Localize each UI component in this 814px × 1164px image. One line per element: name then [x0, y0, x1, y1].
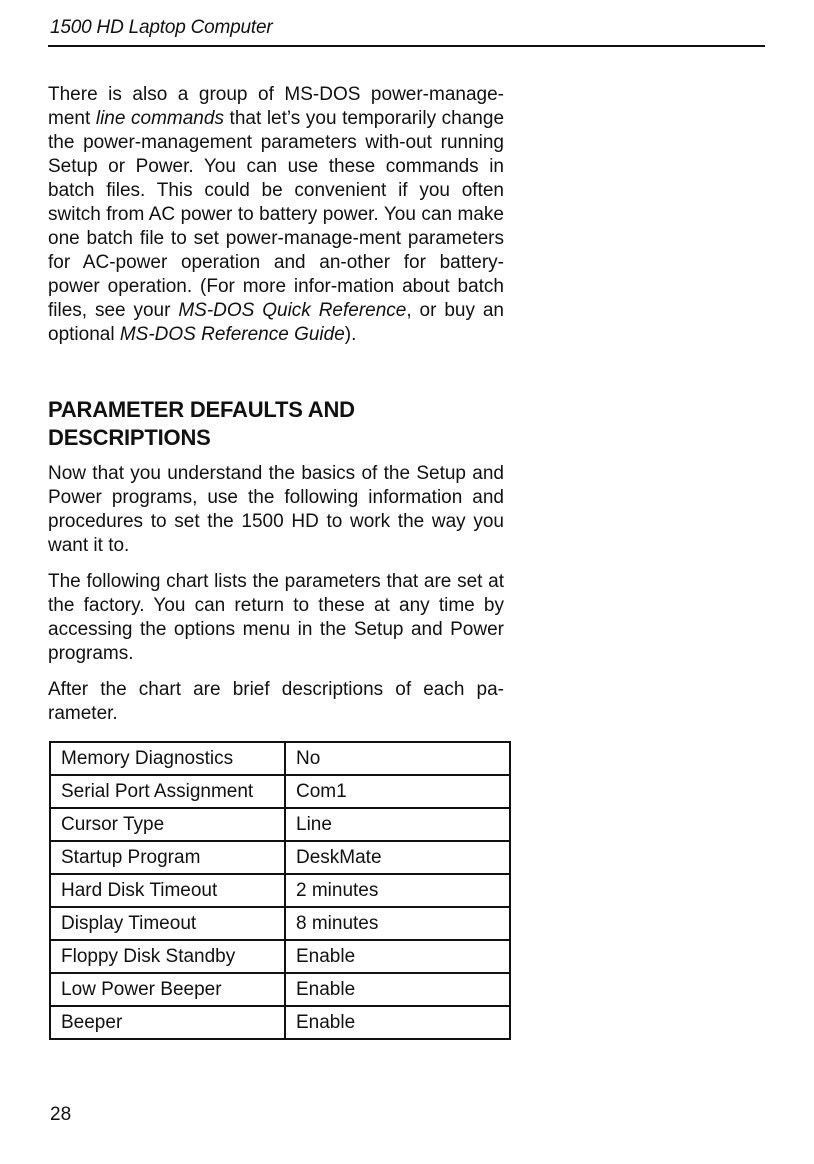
table-row — [50, 742, 510, 775]
section-paragraph-2: The following chart lists the parameters that are set at the factory. You can return to these at any time by accessing the options menu in the Setup and Power programs. — [48, 571, 504, 664]
table-row — [50, 940, 510, 973]
parameter-defaults-table — [49, 741, 511, 1040]
table-row — [50, 1006, 510, 1039]
table-row — [50, 874, 510, 907]
header-divider — [48, 45, 765, 47]
section-paragraph-3: After the chart are brief descriptions of each pa-rameter. — [48, 679, 504, 724]
intro-text-2: that let’s you temporarily change the power-management parameters with-out running Setup or Power. You can use these commands in batch files. This could be convenient if you often switch from AC power to battery power. You can make one batch file to set power-manage-ment parameters for AC-power operation and an-other for battery-power operation. (For more infor-mation about batch files, see your — [48, 108, 505, 321]
intro-emphasis-reference-guide: MS-DOS Reference Guide — [119, 324, 345, 345]
parameter-name-cell: Cursor Type — [50, 808, 285, 841]
parameter-value-cell: 8 minutes — [285, 907, 510, 940]
parameter-value-cell: 2 minutes — [285, 874, 510, 907]
intro-paragraph — [48, 83, 504, 347]
intro-text-4: ). — [344, 324, 357, 345]
parameter-name-cell: Floppy Disk Standby — [50, 940, 285, 973]
intro-emphasis-quick-reference: MS-DOS Quick Reference — [178, 300, 407, 321]
table-row — [50, 775, 510, 808]
section-heading: PARAMETER DEFAULTS AND DESCRIPTIONS — [48, 397, 355, 450]
parameter-name-cell: Memory Diagnostics — [50, 742, 285, 775]
parameter-value-cell: Com1 — [285, 775, 510, 808]
parameter-name-cell: Low Power Beeper — [50, 973, 285, 1006]
intro-emphasis-line-commands: line commands — [95, 108, 224, 129]
parameter-value-cell: No — [285, 742, 510, 775]
parameter-value-cell: Enable — [285, 940, 510, 973]
parameter-name-cell: Display Timeout — [50, 907, 285, 940]
intro-text-3: , or buy an optional — [48, 300, 504, 345]
section-paragraph-1: Now that you understand the basics of the Setup and Power programs, use the following information and procedures to set the 1500 HD to work the way you want it to. — [48, 463, 504, 556]
table-row — [50, 907, 510, 940]
parameter-name-cell: Serial Port Assignment — [50, 775, 285, 808]
parameter-value-cell: Enable — [285, 1006, 510, 1039]
parameter-value-cell: Line — [285, 808, 510, 841]
parameter-value-cell: Enable — [285, 973, 510, 1006]
parameter-name-cell: Beeper — [50, 1006, 285, 1039]
table-row — [50, 841, 510, 874]
parameter-name-cell: Startup Program — [50, 841, 285, 874]
parameter-name-cell: Hard Disk Timeout — [50, 874, 285, 907]
page-number: 28 — [50, 1104, 72, 1125]
intro-text-1: There is also a group of MS-DOS power-manage-ment — [48, 84, 504, 129]
table-row — [50, 973, 510, 1006]
running-header-title: 1500 HD Laptop Computer — [50, 17, 273, 38]
table-row — [50, 808, 510, 841]
parameter-value-cell: DeskMate — [285, 841, 510, 874]
